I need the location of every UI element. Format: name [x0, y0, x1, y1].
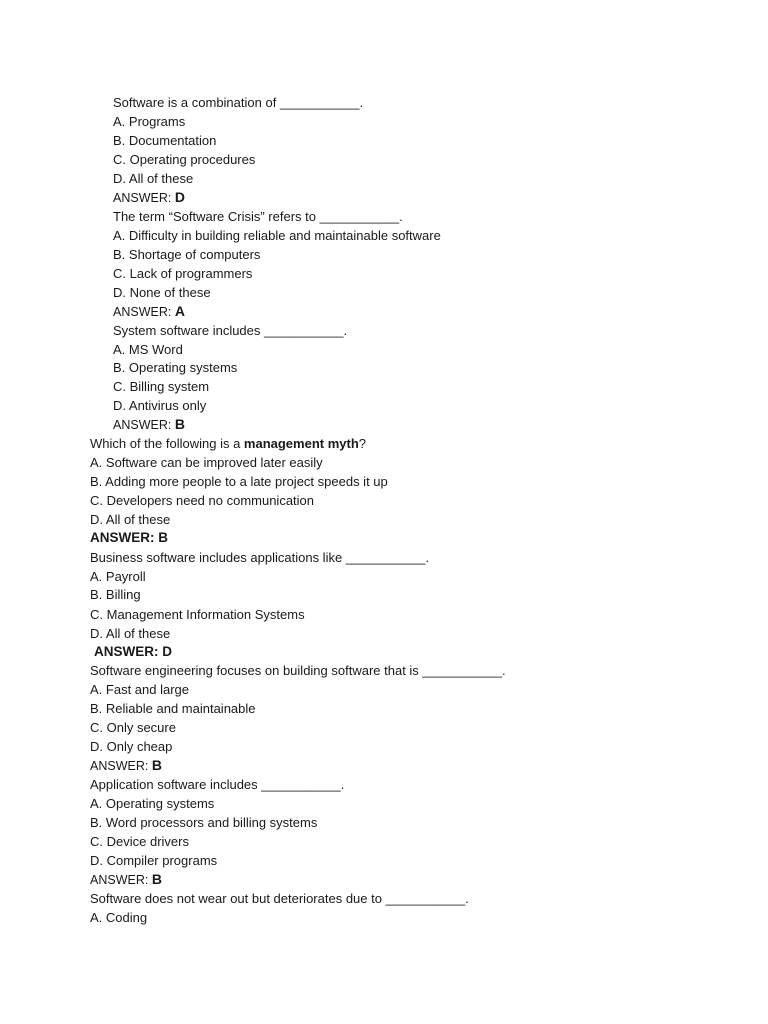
answer-letter: B [151, 757, 162, 773]
question-2-text: The term “Software Crisis” refers to ___________. [113, 209, 403, 224]
question-7-option-d: D. Compiler programs [90, 853, 218, 868]
question-5-text: Business software includes applications like ___________. [90, 550, 429, 565]
question-4-emphasis: management myth [243, 436, 359, 451]
question-4-text-pre: Which of the following is a [90, 436, 244, 451]
question-7-option-a: A. Operating systems [90, 796, 215, 811]
question-6-option-c: C. Only secure [90, 720, 176, 735]
question-5-option-b: B. Billing [90, 587, 141, 602]
question-2-answer [113, 302, 185, 321]
question-1-option-c: C. Operating procedures [113, 152, 256, 167]
question-3-option-d: D. Antivirus only [113, 398, 207, 413]
question-1-option-d: D. All of these [113, 171, 194, 186]
question-3-option-a: A. MS Word [113, 342, 183, 357]
question-4-option-d: D. All of these [90, 512, 171, 527]
answer-letter: B [174, 416, 185, 432]
answer-label: ANSWER: [90, 759, 152, 773]
question-2-option-b: B. Shortage of computers [113, 247, 261, 262]
question-6-option-d: D. Only cheap [90, 739, 173, 754]
question-6-text: Software engineering focuses on building software that is ___________. [90, 663, 506, 678]
question-2-option-d: D. None of these [113, 285, 211, 300]
answer-letter: D [174, 189, 185, 205]
answer-label: ANSWER: [113, 418, 175, 432]
question-6-answer [90, 756, 162, 775]
answer-letter: A [174, 303, 185, 319]
question-3-option-c: C. Billing system [113, 379, 210, 394]
question-4-text-post: ? [358, 436, 367, 451]
answer-label: ANSWER: [113, 191, 175, 205]
answer-label: ANSWER: [113, 305, 175, 319]
question-5-option-c: C. Management Information Systems [90, 607, 305, 622]
question-4-option-b: B. Adding more people to a late project speeds it up [90, 474, 388, 489]
question-5-option-d: D. All of these [90, 626, 171, 641]
answer-letter: B [151, 871, 162, 887]
question-1-option-b: B. Documentation [113, 133, 217, 148]
question-1-option-a: A. Programs [113, 114, 186, 129]
question-3-text: System software includes ___________. [113, 323, 348, 338]
question-1-text: Software is a combination of ___________. [113, 95, 364, 110]
question-7-option-c: C. Device drivers [90, 834, 189, 849]
question-5-option-a: A. Payroll [90, 569, 146, 584]
question-1-answer [113, 188, 185, 207]
answer-label: ANSWER: [90, 873, 152, 887]
question-6-option-b: B. Reliable and maintainable [90, 701, 256, 716]
question-4-text [90, 434, 366, 453]
question-8-text: Software does not wear out but deteriorates due to ___________. [90, 891, 469, 906]
question-4-option-c: C. Developers need no communication [90, 493, 315, 508]
question-4-option-a: A. Software can be improved later easily [90, 455, 323, 470]
question-4-answer: ANSWER: B [90, 530, 168, 545]
question-5-answer: ANSWER: D [94, 644, 172, 659]
question-3-option-b: B. Operating systems [113, 360, 238, 375]
question-7-answer [90, 870, 162, 889]
question-3-answer [113, 415, 185, 434]
question-7-option-b: B. Word processors and billing systems [90, 815, 318, 830]
question-2-option-c: C. Lack of programmers [113, 266, 253, 281]
question-6-option-a: A. Fast and large [90, 682, 189, 697]
question-7-text: Application software includes ___________. [90, 777, 345, 792]
question-8-option-a: A. Coding [90, 910, 148, 925]
question-2-option-a: A. Difficulty in building reliable and maintainable software [113, 228, 441, 243]
